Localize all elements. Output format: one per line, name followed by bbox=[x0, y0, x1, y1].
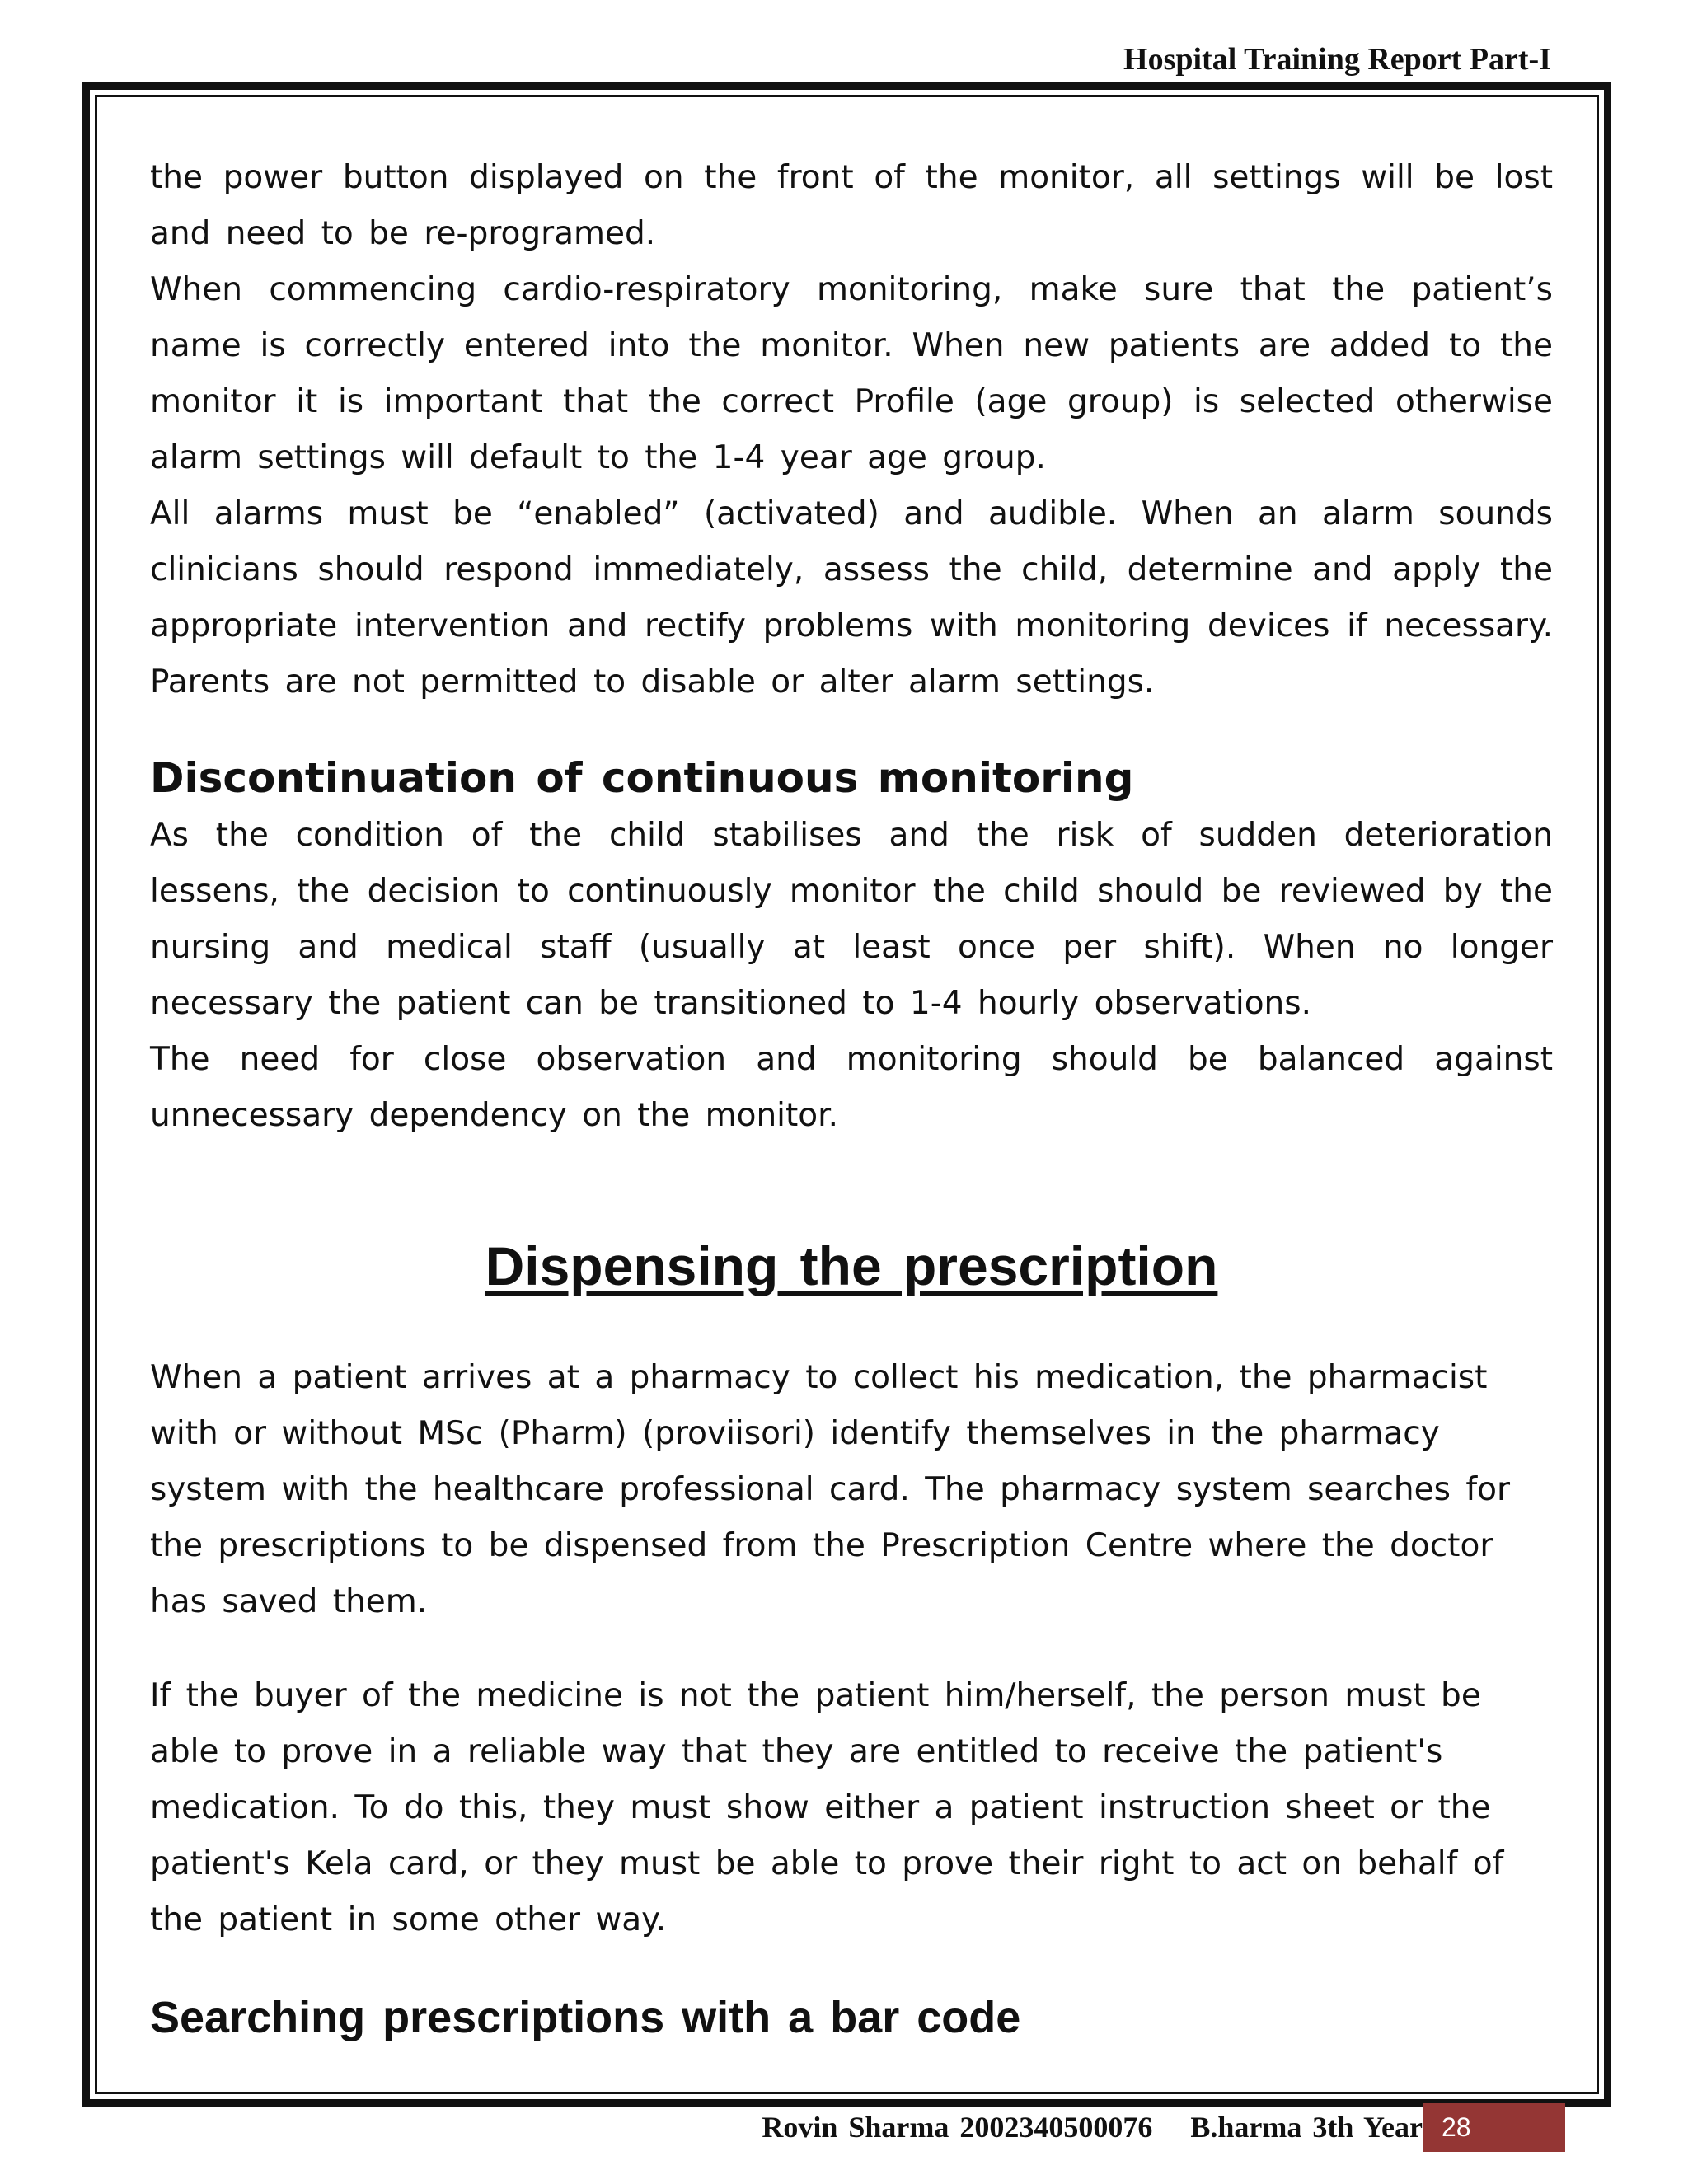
page-content bbox=[150, 150, 1553, 2044]
heading-discontinuation: Discontinuation of continuous monitoring bbox=[150, 754, 1134, 802]
paragraph-buyer-not-patient: If the buyer of the medicine is not the patient him/herself, the person must be able to prove in a reliable way that they are entitled to receive the patient's medication. To do this, they must show either a patient instruction sheet or the patient's Kela card, or they must be able to prove their right to act on behalf of the patient in some other way. bbox=[150, 1677, 1504, 1938]
page-footer bbox=[0, 2103, 1688, 2153]
paragraph-close-observation: The need for close observation and monitoring should be balanced against unnecessary dependency on the monitor. bbox=[150, 1041, 1553, 1134]
heading-searching-bar-code: Searching prescriptions with a bar code bbox=[150, 1993, 1021, 2042]
footer-author: Rovin Sharma 2002340500076 bbox=[762, 2111, 1153, 2144]
footer-text bbox=[762, 2110, 1423, 2144]
paragraph-patient-name: When commencing cardio-respiratory monitoring, make sure that the patient’s name is correctly entered into the monitor. When new patients are added to the monitor it is important that the correct Profile (age group) is selected otherwise alarm settings will default to the 1-4 year age group. bbox=[150, 271, 1553, 476]
paragraph-patient-arrives: When a patient arrives at a pharmacy to collect his medication, the pharmacist with or without MSc (Pharm) (proviisori) identify themselves in the pharmacy system with the healthcare professional card. The pharmacy system searches for the prescriptions to be dispensed from the Prescription Centre where the doctor has saved them. bbox=[150, 1359, 1510, 1620]
paragraph-condition-stabilises: As the condition of the child stabilises and the risk of sudden deterioration lessens, the decision to continuously monitor the child should be reviewed by the nursing and medical staff (usually at least once per shift). When no longer necessary the patient can be transitioned to 1-4 hourly observations. bbox=[150, 817, 1553, 1022]
page-number: 28 bbox=[1423, 2103, 1565, 2152]
heading-dispensing: Dispensing the prescription bbox=[485, 1235, 1218, 1296]
running-header: Hospital Training Report Part-I bbox=[1123, 42, 1551, 77]
footer-year: B.harma 3th Year bbox=[1190, 2111, 1423, 2144]
paragraph-alarms: All alarms must be “enabled” (activated) and audible. When an alarm sounds clinicians should respond immediately, assess the child, determine and apply the appropriate intervention and rectify problems with monitoring devices if necessary. Parents are not permitted to disable or alter alarm settings. bbox=[150, 495, 1553, 701]
paragraph-power-button: the power button displayed on the front of the monitor, all settings will be lost and need to be re-programed. bbox=[150, 159, 1553, 252]
